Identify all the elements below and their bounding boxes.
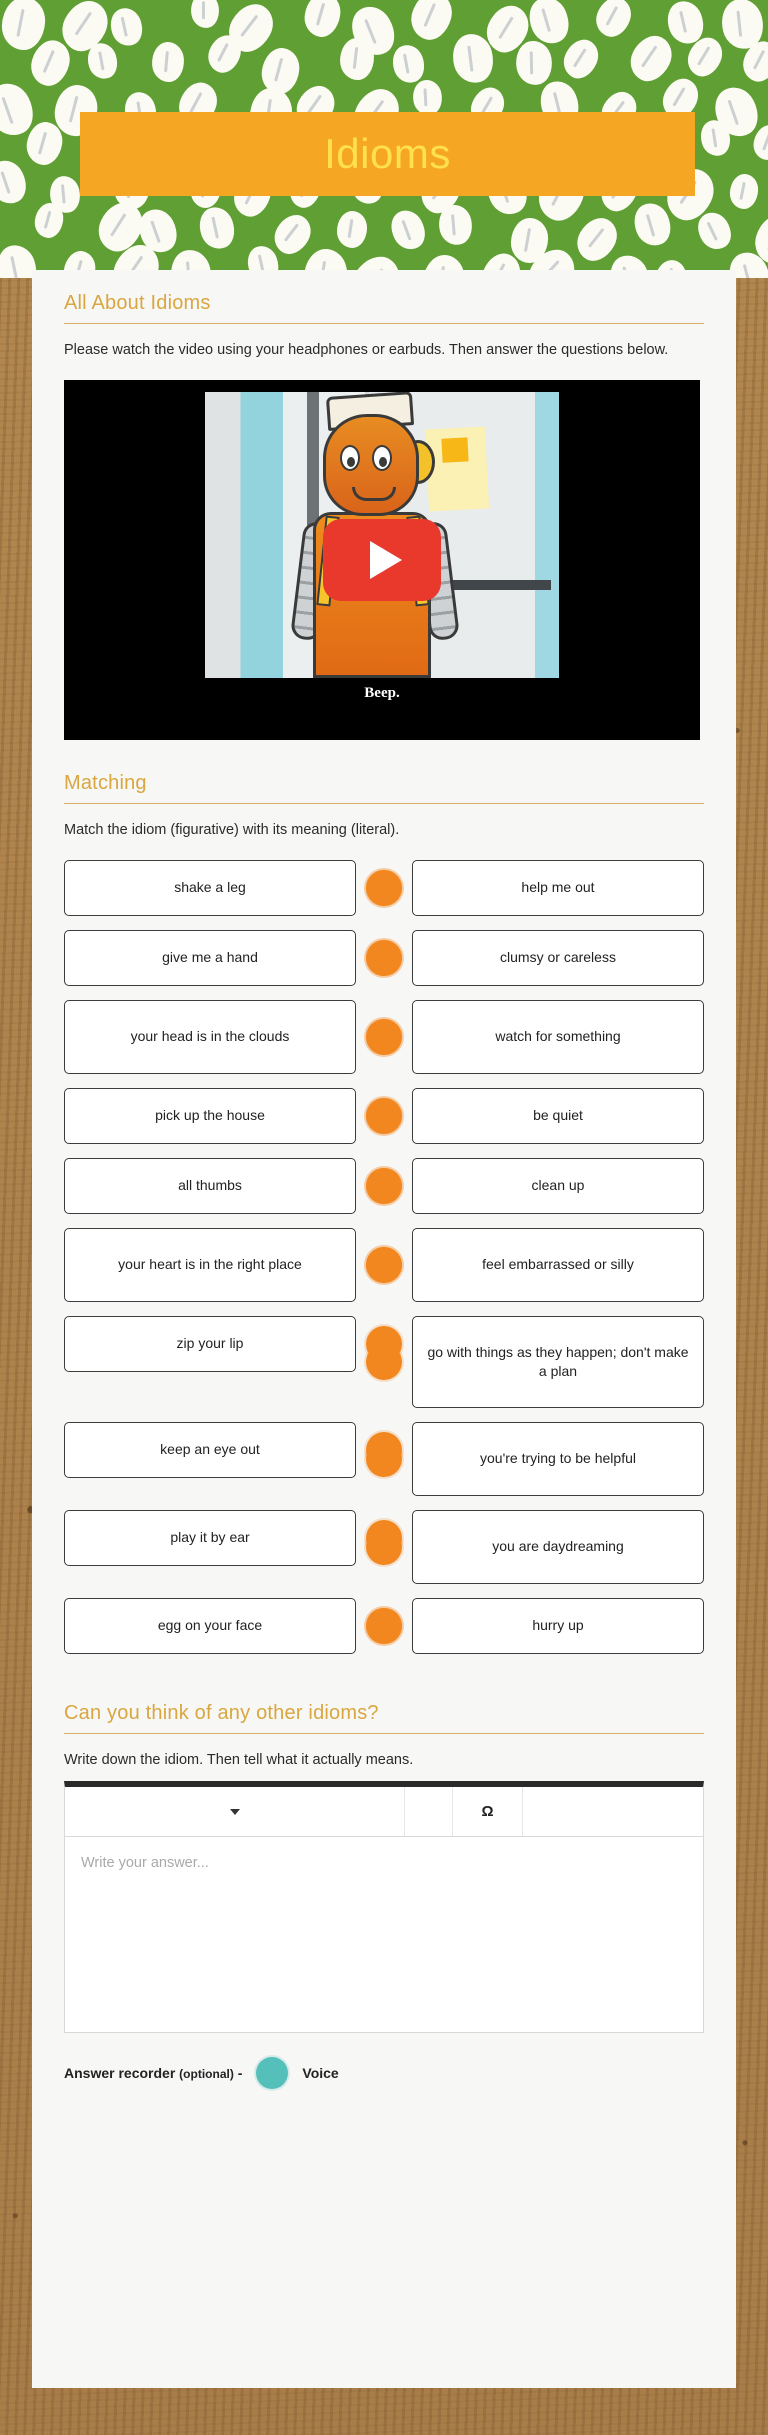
match-connector-dot-right[interactable]: [366, 1019, 402, 1055]
video-scene-bar: [443, 580, 551, 590]
idiom-label: give me a hand: [162, 949, 258, 966]
egg-pattern-shape: [339, 38, 374, 81]
match-left-cell: [64, 1422, 384, 1478]
idiom-card[interactable]: [64, 1088, 356, 1144]
meaning-label: clumsy or careless: [500, 949, 616, 966]
section-heading-matching: Matching: [64, 771, 147, 794]
match-row: [64, 1088, 704, 1144]
idiom-label: pick up the house: [155, 1107, 265, 1124]
robot-head: [323, 414, 419, 516]
egg-pattern-shape: [302, 0, 343, 39]
recorder-label-dash: -: [233, 2065, 243, 2082]
section-divider-matching: [64, 803, 704, 804]
match-left-cell: [64, 1228, 384, 1302]
idiom-card[interactable]: [64, 1000, 356, 1074]
voice-label: Voice: [302, 2065, 339, 2082]
robot-eye-right: [372, 445, 392, 471]
match-connector-dot-right[interactable]: [366, 1168, 402, 1204]
style-dropdown[interactable]: [65, 1787, 405, 1836]
match-connector-dot-right[interactable]: [366, 1529, 402, 1565]
meaning-label: you're trying to be helpful: [480, 1450, 636, 1467]
egg-pattern-shape: [407, 0, 457, 45]
match-left-cell: [64, 1316, 384, 1372]
match-row: [64, 1598, 704, 1654]
idiom-card[interactable]: [64, 1316, 356, 1372]
toolbar-spacer: [405, 1787, 453, 1836]
match-row: [64, 860, 704, 916]
recorder-label: [64, 2065, 242, 2081]
match-row: [64, 1316, 704, 1408]
meaning-card[interactable]: [412, 1510, 704, 1584]
match-left-cell: [64, 1510, 384, 1566]
intro-instructions: Please watch the video using your headphones or earbuds. Then answer the questions below.: [64, 342, 669, 358]
chevron-down-icon: [230, 1809, 240, 1815]
match-row: [64, 1228, 704, 1302]
idiom-card[interactable]: [64, 930, 356, 986]
matching-instructions: Match the idiom (figurative) with its meaning (literal).: [64, 821, 400, 838]
idiom-label: keep an eye out: [160, 1441, 260, 1458]
egg-pattern-shape: [337, 210, 367, 247]
idiom-card[interactable]: [64, 1158, 356, 1214]
meaning-card[interactable]: [412, 1228, 704, 1302]
section-divider-intro: [64, 323, 704, 324]
recorder-label-main: Answer recorder: [64, 2065, 180, 2082]
meaning-label: help me out: [521, 879, 595, 896]
meaning-card[interactable]: [412, 1088, 704, 1144]
toolbar-remaining: [523, 1787, 703, 1836]
meaning-card[interactable]: [412, 1316, 704, 1408]
meaning-card[interactable]: [412, 1158, 704, 1214]
editor-toolbar: [64, 1781, 704, 1837]
voice-record-button[interactable]: [256, 2057, 288, 2089]
video-scene-note: [425, 426, 489, 511]
match-connector-dot-right[interactable]: [366, 940, 402, 976]
idiom-label: your heart is in the right place: [118, 1256, 302, 1273]
idiom-card[interactable]: [64, 1510, 356, 1566]
match-left-cell: [64, 1598, 384, 1654]
match-right-cell: [384, 1088, 704, 1144]
match-right-cell: [384, 1228, 704, 1302]
answer-recorder-row: [64, 2057, 704, 2097]
egg-pattern-shape: [0, 154, 34, 209]
meaning-label: clean up: [531, 1177, 585, 1194]
match-right-cell: [384, 1316, 704, 1408]
match-left-cell: [64, 1000, 384, 1074]
egg-pattern-shape: [194, 203, 241, 255]
match-connector-dot-right[interactable]: [366, 1608, 402, 1644]
match-row: [64, 1510, 704, 1584]
matching-grid: [64, 860, 704, 1654]
match-right-cell: [384, 930, 704, 986]
robot-eye-left: [340, 445, 360, 471]
meaning-label: feel embarrassed or silly: [482, 1256, 634, 1273]
play-icon[interactable]: [323, 519, 441, 601]
meaning-card[interactable]: [412, 860, 704, 916]
egg-pattern-shape: [729, 173, 759, 210]
meaning-label: go with things as they happen; don't make a plan: [427, 1343, 689, 1379]
egg-pattern-shape: [188, 0, 221, 30]
meaning-card[interactable]: [412, 930, 704, 986]
egg-pattern-shape: [151, 42, 186, 84]
egg-pattern-shape: [558, 34, 604, 83]
idiom-label: egg on your face: [157, 1617, 263, 1634]
page-title-bar: [80, 112, 695, 196]
match-row: [64, 1422, 704, 1496]
idiom-label: your head is in the clouds: [130, 1028, 290, 1045]
match-left-cell: [64, 1088, 384, 1144]
other-idioms-instructions: Write down the idiom. Then tell what it actually means.: [64, 1751, 414, 1768]
egg-pattern-shape: [105, 4, 147, 50]
robot-mouth: [352, 487, 396, 501]
egg-pattern-shape: [32, 202, 65, 240]
video-caption: Beep.: [364, 684, 400, 701]
match-right-cell: [384, 1158, 704, 1214]
idiom-card[interactable]: [64, 1598, 356, 1654]
match-row: [64, 1000, 704, 1074]
match-connector-dot-right[interactable]: [366, 1098, 402, 1134]
match-left-cell: [64, 1158, 384, 1214]
match-right-cell: [384, 1598, 704, 1654]
egg-pattern-shape: [1, 0, 47, 51]
idiom-card[interactable]: [64, 1422, 356, 1478]
content-card: [32, 270, 736, 2388]
match-connector-dot-right[interactable]: [366, 1344, 402, 1380]
meaning-label: you are daydreaming: [492, 1538, 624, 1555]
match-connector-dot-right[interactable]: [366, 1247, 402, 1283]
match-left-cell: [64, 930, 384, 986]
match-connector-dot-right[interactable]: [366, 870, 402, 906]
meaning-label: hurry up: [532, 1617, 584, 1634]
special-character-button[interactable]: Ω: [453, 1787, 523, 1836]
match-connector-dot-right[interactable]: [366, 1441, 402, 1477]
match-right-cell: [384, 860, 704, 916]
idiom-card[interactable]: [64, 860, 356, 916]
meaning-label: be quiet: [533, 1107, 583, 1124]
idiom-card[interactable]: [64, 1228, 356, 1302]
match-right-cell: [384, 1000, 704, 1074]
idiom-label: all thumbs: [178, 1177, 242, 1194]
video-player[interactable]: [64, 380, 700, 740]
match-left-cell: [64, 860, 384, 916]
match-row: [64, 1158, 704, 1214]
match-right-cell: [384, 1422, 704, 1496]
idiom-label: play it by ear: [170, 1529, 250, 1546]
section-heading-other-idioms: Can you think of any other idioms?: [64, 1701, 379, 1724]
answer-input[interactable]: Write your answer...: [64, 1837, 704, 2033]
idiom-label: zip your lip: [176, 1335, 244, 1352]
egg-pattern-shape: [624, 29, 679, 89]
egg-pattern-shape: [384, 205, 431, 255]
egg-pattern-shape: [591, 0, 636, 42]
match-row: [64, 930, 704, 986]
meaning-card[interactable]: [412, 1598, 704, 1654]
section-heading-intro: All About Idioms: [64, 292, 211, 314]
idiom-label: shake a leg: [174, 879, 246, 896]
match-right-cell: [384, 1510, 704, 1584]
page-title: Idioms: [324, 130, 451, 177]
section-divider-other-idioms: [64, 1733, 704, 1734]
meaning-label: watch for something: [495, 1028, 621, 1045]
meaning-card[interactable]: [412, 1000, 704, 1074]
meaning-card[interactable]: [412, 1422, 704, 1496]
recorder-label-optional: (optional): [179, 2067, 234, 2082]
video-scene-pole: [307, 392, 319, 532]
egg-pattern-shape: [268, 209, 318, 261]
rich-text-editor: [64, 1781, 704, 2033]
